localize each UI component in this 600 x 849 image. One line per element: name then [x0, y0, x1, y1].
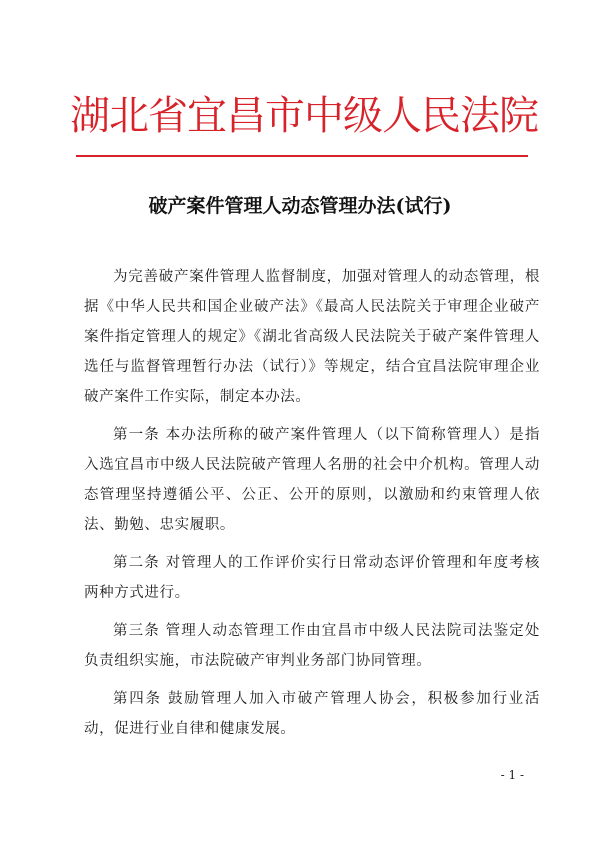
page-number: - 1 -	[500, 768, 524, 782]
document-body	[84, 262, 540, 752]
paragraph-article-4: 第四条 鼓励管理人加入市破产管理人协会，积极参加行业活动，促进行业自律和健康发展。	[84, 691, 540, 737]
paragraph-article-1: 第一条 本办法所称的破产案件管理人（以下简称管理人）是指入选宜昌市中级人民法院破产管理人名册的社会中介机构。管理人动态管理坚持遵循公平、公正、公开的原则，以激励和约束管理人依法、勤勉、忠实履职。	[84, 427, 540, 533]
red-divider-line	[76, 155, 528, 157]
paragraph-article-2: 第二条 对管理人的工作评价实行日常动态评价管理和年度考核两种方式进行。	[84, 555, 540, 601]
paragraph-preamble: 为完善破产案件管理人监督制度，加强对管理人的动态管理，根据《中华人民共和国企业破产法》《最高人民法院关于审理企业破产案件指定管理人的规定》《湖北省高级人民法院关于破产案件管理人选任与监督管理暂行办法（试行）》等规定，结合宜昌法院审理企业破产案件工作实际，制定本办法。	[84, 269, 540, 405]
issuer-masthead: 湖北省宜昌市中级人民法院	[70, 93, 538, 139]
paragraph-article-3: 第三条 管理人动态管理工作由宜昌市中级人民法院司法鉴定处负责组织实施，市法院破产审判业务部门协同管理。	[84, 623, 540, 669]
document-title: 破产案件管理人动态管理办法(试行)	[148, 195, 452, 217]
